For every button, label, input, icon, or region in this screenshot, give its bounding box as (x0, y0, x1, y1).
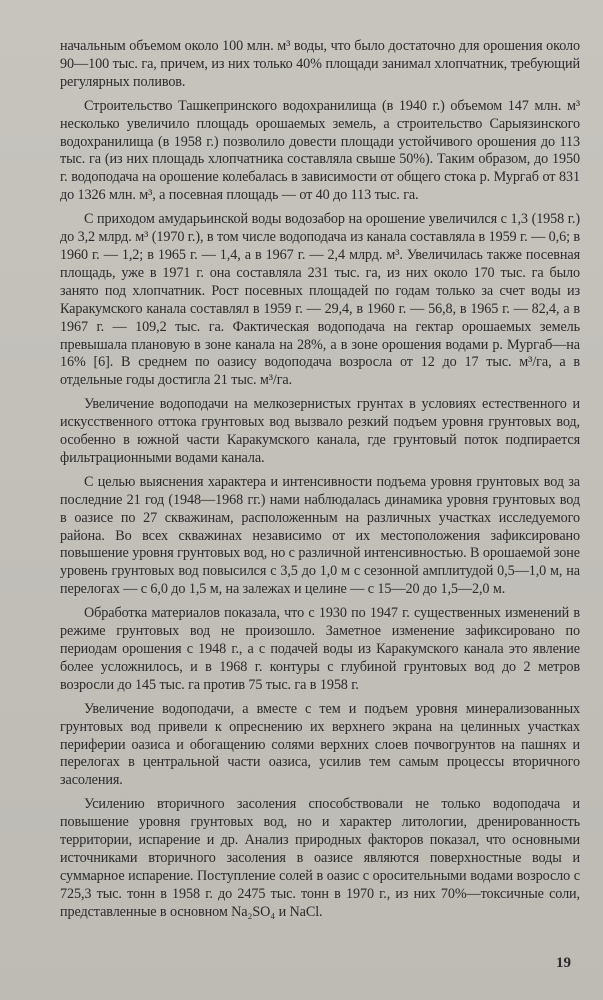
paragraph-7: Увеличение водоподачи, а вместе с тем и подъем уровня минерализованных грунтовых вод привели к опреснению их верхнего экрана на целинных участках периферии оазиса и обогащению солями верхних слоев почвогрунтов на пашнях и перелогах в центральной части оазиса, усилив тем самым процессы вторичного засоления. (60, 700, 580, 789)
paragraph-5: С целью выяснения характера и интенсивности подъема уровня грунтовых вод за последние 21 год (1948—1968 гг.) нами наблюдалась динамика уровня грунтовых вод в оазисе по 27 скважинам, расположенным на различных участках исследуемого района. Во всех скважинах независимо от их местоположения зафиксировано повышение уровня грунтовых вод, но с различной интенсивностью. В орошаемой зоне уровень грунтовых вод повысился с 3,5 до 1,0 м с сезонной амплитудой 0,5—1,0 м, на перелогах — с 6,0 до 1,5 м, на залежах и целине — с 15—20 до 1,5—2,0 м. (60, 473, 580, 598)
page-number: 19 (556, 955, 571, 971)
paragraph-1: начальным объемом около 100 млн. м³ воды, что было достаточно для орошения около 90—100 тыс. га, причем, из них только 40% площади занимал хлопчатник, требующий регулярных поливов. (60, 38, 580, 90)
paragraph-8: Усилению вторичного засоления способствовали не только водоподача и повышение уровня грунтовых вод, но и характер литологии, дренированность территории, испарение и др. Анализ природных факторов показал, что основными источниками вторичного засоления в оазисе являются поверхностные воды и суммарное испарение. Поступление солей в оазис с оросительными водами возросло с 725,3 тыс. тонн в 1958 г. до 2475 тыс. тонн в 1970 г., из них 70%—токсичные соли, представленные в основном Na₂SO₄ и NaCl. (60, 796, 580, 920)
paragraph-4: Увеличение водоподачи на мелкозернистых грунтах в условиях естественного и искусственного оттока грунтовых вод вызвало резкий подъем уровня грунтовых вод, особенно в южной части Каракумского канала, где грунтовый поток подпирается фильтрационными водами канала. (60, 396, 580, 466)
page-body (60, 38, 580, 928)
paragraph-2: Строительство Ташкепринского водохранилища (в 1940 г.) объемом 147 млн. м³ несколько увеличило площадь орошаемых земель, а строительство Сарыязинского водохранилища (в 1958 г.) позволило довести площади устойчивого орошения до 113 тыс. га (из них площадь хлопчатника составляла свыше 50%). Таким образом, до 1950 г. водоподача на орошение колебалась в зависимости от общего стока р. Мургаб от 831 до 1326 млн. м³, а посевная площадь — от 40 до 113 тыс. га. (60, 97, 580, 204)
paragraph-6: Обработка материалов показала, что с 1930 по 1947 г. существенных изменений в режиме грунтовых вод не произошло. Заметное изменение зафиксировано по периодам орошения с 1948 г., а с подачей воды из Каракумского канала это явление более усложнилось, и в 1968 г. контуры с глубиной грунтовых вод до 2 метров возросли до 145 тыс. га против 75 тыс. га в 1958 г. (60, 605, 580, 693)
paragraph-3: С приходом амударьинской воды водозабор на орошение увеличился с 1,3 (1958 г.) до 3,2 млрд. м³ (1970 г.), в том числе водоподача из канала составляла в 1959 г. — 0,6; в 1960 г. — 1,2; в 1965 г. — 1,4, а в 1967 г. — 2,4 млрд. м³. Увеличилась также посевная площадь, уже в 1971 г. она составляла 231 тыс. га, из них около 170 тыс. га было занято под хлопчатник. Рост посевных площадей по годам только за счет воды из Каракумского канала составлял в 1959 г. — 29,4, в 1960 г. — 56,8, в 1965 г. — 82,4, а в 1967 г. — 109,2 тыс. га. Фактическая водоподача на гектар орошаемых земель превышала плановую в зоне канала на 28%, а в зоне орошения водами р. Мургаб—на 16% [6]. В среднем по оазису водоподача возросла от 12 до 17 тыс. м³/га, а в отдельные годы достигла 21 тыс. м³/га. (60, 211, 580, 389)
